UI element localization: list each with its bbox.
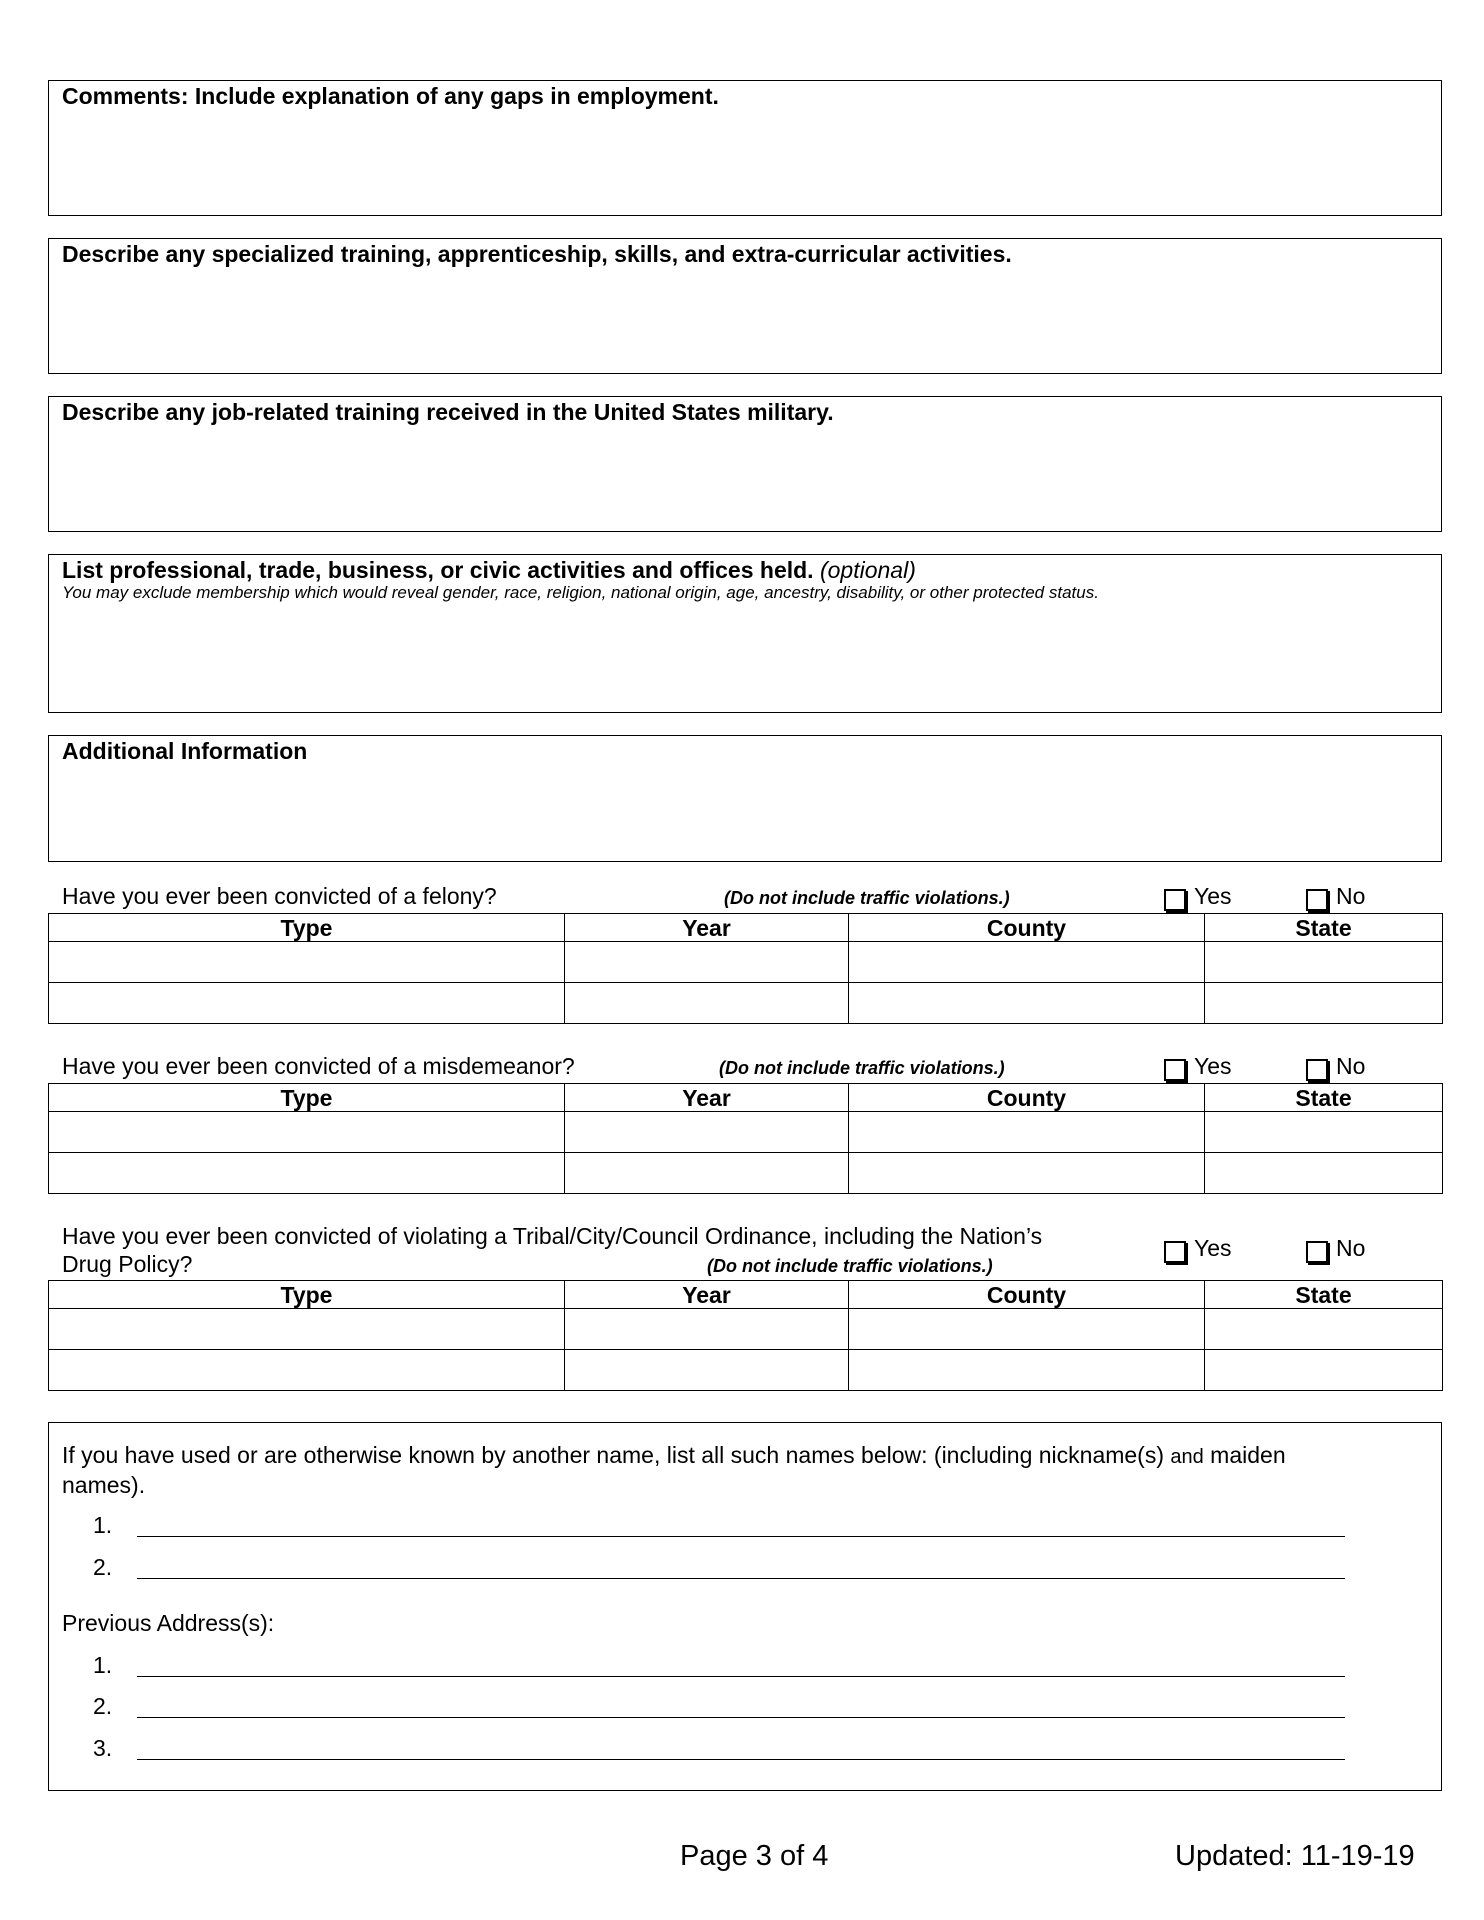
state-cell[interactable] — [1205, 1350, 1443, 1391]
year-cell[interactable] — [565, 1153, 849, 1194]
misdemeanor-no-label: No — [1336, 1053, 1366, 1079]
county-header: County — [849, 1084, 1205, 1112]
optional-tag: (optional) — [819, 557, 916, 583]
comments-box[interactable] — [48, 80, 1442, 216]
county-cell[interactable] — [849, 1309, 1205, 1350]
felony-yes-label: Yes — [1194, 883, 1232, 909]
state-header: State — [1205, 1281, 1443, 1309]
county-cell[interactable] — [849, 942, 1205, 983]
state-header: State — [1205, 914, 1443, 942]
state-cell[interactable] — [1205, 1112, 1443, 1153]
protected-status-note: You may exclude membership which would reveal gender, race, religion, national origin, age, ancestry, disability, or other protected status. — [62, 583, 1099, 602]
table-header-row — [49, 914, 1443, 942]
type-cell[interactable] — [49, 1350, 565, 1391]
year-header: Year — [565, 914, 849, 942]
professional-activities-label — [62, 557, 916, 584]
other-names-intro: If you have used or are otherwise known by another name, list all such names below: (including nickname(s) — [62, 1442, 1165, 1468]
specialized-training-box[interactable] — [48, 238, 1442, 374]
address-number-1: 1. — [93, 1652, 113, 1678]
type-cell[interactable] — [49, 1309, 565, 1350]
type-cell[interactable] — [49, 1112, 565, 1153]
ordinance-question-line1: Have you ever been convicted of violating a Tribal/City/Council Ordinance, including the Nation’s — [62, 1223, 1043, 1249]
county-cell[interactable] — [849, 983, 1205, 1024]
ordinance-table — [48, 1280, 1443, 1391]
state-header: State — [1205, 1084, 1443, 1112]
address-line-2[interactable] — [137, 1697, 1345, 1718]
year-cell[interactable] — [565, 983, 849, 1024]
felony-traffic-note: (Do not include traffic violations.) — [724, 888, 1010, 908]
misdemeanor-yes-checkbox[interactable] — [1164, 1059, 1186, 1081]
year-header: Year — [565, 1084, 849, 1112]
year-cell[interactable] — [565, 942, 849, 983]
address-line-1[interactable] — [137, 1656, 1345, 1677]
table-row — [49, 1309, 1443, 1350]
address-number-2: 2. — [93, 1693, 113, 1719]
other-names-instructions — [62, 1441, 1362, 1499]
state-cell[interactable] — [1205, 942, 1443, 983]
type-cell[interactable] — [49, 1153, 565, 1194]
state-cell[interactable] — [1205, 983, 1443, 1024]
previous-address-label: Previous Address(s): — [62, 1610, 275, 1636]
state-cell[interactable] — [1205, 1309, 1443, 1350]
specialized-training-label: Describe any specialized training, apprenticeship, skills, and extra-curricular activities. — [62, 241, 1012, 267]
updated-date: Updated: 11-19-19 — [1175, 1840, 1415, 1872]
table-row — [49, 1350, 1443, 1391]
military-training-label: Describe any job-related training received in the United States military. — [62, 399, 834, 425]
name-line-2[interactable] — [137, 1558, 1345, 1579]
page-number: Page 3 of 4 — [680, 1840, 829, 1872]
felony-table — [48, 913, 1443, 1024]
felony-yes-checkbox[interactable] — [1164, 889, 1186, 911]
ordinance-question-line2: Drug Policy? — [62, 1251, 193, 1277]
county-cell[interactable] — [849, 1112, 1205, 1153]
table-row — [49, 1153, 1443, 1194]
name-number-1: 1. — [93, 1512, 113, 1538]
ordinance-no-label: No — [1336, 1235, 1366, 1261]
military-training-box[interactable] — [48, 396, 1442, 532]
county-cell[interactable] — [849, 1350, 1205, 1391]
ordinance-no-checkbox[interactable] — [1306, 1241, 1328, 1263]
felony-no-checkbox[interactable] — [1306, 889, 1328, 911]
type-header: Type — [49, 1084, 565, 1112]
year-cell[interactable] — [565, 1350, 849, 1391]
table-row — [49, 942, 1443, 983]
year-cell[interactable] — [565, 1112, 849, 1153]
other-names-box — [48, 1422, 1442, 1791]
name-number-2: 2. — [93, 1554, 113, 1580]
ordinance-traffic-note: (Do not include traffic violations.) — [707, 1256, 993, 1276]
ordinance-yes-checkbox[interactable] — [1164, 1241, 1186, 1263]
comments-label: Comments: Include explanation of any gaps in employment. — [62, 83, 719, 109]
felony-no-label: No — [1336, 883, 1366, 909]
year-cell[interactable] — [565, 1309, 849, 1350]
county-header: County — [849, 914, 1205, 942]
professional-activities-box[interactable] — [48, 554, 1442, 713]
county-cell[interactable] — [849, 1153, 1205, 1194]
other-names-and: and — [1170, 1446, 1204, 1468]
table-header-row — [49, 1281, 1443, 1309]
additional-information-label: Additional Information — [62, 738, 308, 764]
ordinance-yes-label: Yes — [1194, 1235, 1232, 1261]
type-cell[interactable] — [49, 942, 565, 983]
type-cell[interactable] — [49, 983, 565, 1024]
address-line-3[interactable] — [137, 1739, 1345, 1760]
misdemeanor-no-checkbox[interactable] — [1306, 1059, 1328, 1081]
misdemeanor-traffic-note: (Do not include traffic violations.) — [719, 1058, 1005, 1078]
address-number-3: 3. — [93, 1735, 113, 1761]
other-names-intro-end: maiden names). — [62, 1442, 1286, 1498]
table-row — [49, 1112, 1443, 1153]
name-line-1[interactable] — [137, 1516, 1345, 1537]
county-header: County — [849, 1281, 1205, 1309]
misdemeanor-yes-label: Yes — [1194, 1053, 1232, 1079]
additional-information-box[interactable] — [48, 735, 1442, 862]
table-row — [49, 983, 1443, 1024]
type-header: Type — [49, 914, 565, 942]
professional-activities-title: List professional, trade, business, or civic activities and offices held. — [62, 557, 814, 583]
state-cell[interactable] — [1205, 1153, 1443, 1194]
felony-question: Have you ever been convicted of a felony? — [62, 883, 497, 909]
type-header: Type — [49, 1281, 565, 1309]
misdemeanor-question: Have you ever been convicted of a misdemeanor? — [62, 1053, 575, 1079]
year-header: Year — [565, 1281, 849, 1309]
misdemeanor-table — [48, 1083, 1443, 1194]
table-header-row — [49, 1084, 1443, 1112]
